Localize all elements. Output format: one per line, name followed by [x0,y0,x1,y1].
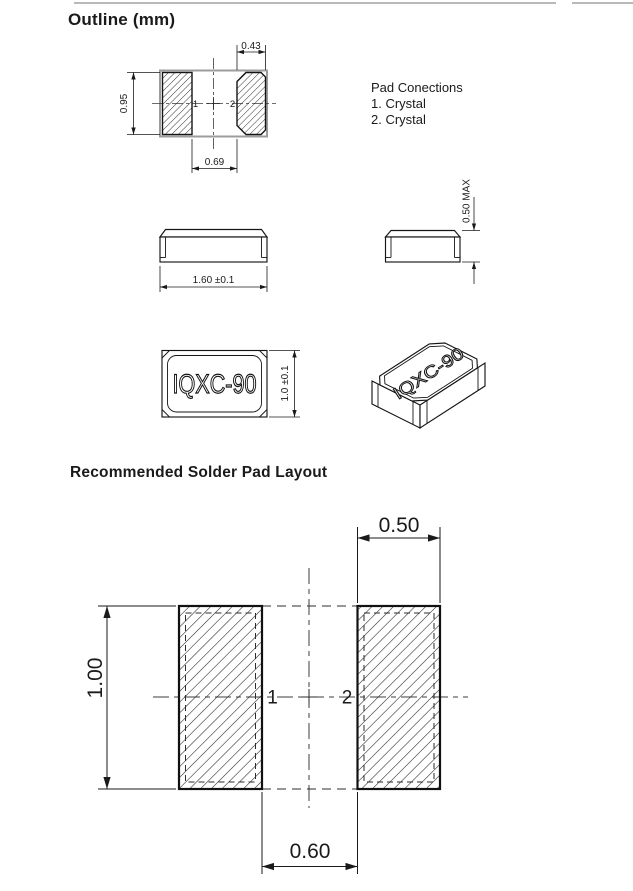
package-side-view [386,179,481,284]
dimension-length [160,266,267,292]
solder-pad-1 [179,606,262,789]
dim-height-max-label: 0.50 MAX [461,179,473,223]
dim-solder-pad-gap-label: 0.60 [289,840,331,863]
package-body [160,237,267,262]
package-lid-side [386,231,461,238]
pad-connection-item-2: 2. Crystal [371,112,426,127]
pad-connections-title: Pad Conections [371,80,463,95]
package-lid [160,230,267,238]
package-bottom-view [119,41,276,173]
package-front-view [160,230,267,293]
part-marking-text: IQXC-90 [172,369,257,399]
iso-part-marking-text: IQXC-90 [390,351,456,404]
package-marking-view [162,351,300,418]
dimension-pad-gap [192,139,237,173]
dim-solder-pad-height-label: 1.00 [84,657,107,699]
dimension-solder-pad-gap [262,792,358,874]
solder-pad2-number: 2 [341,687,353,709]
crystal-pad-2 [237,73,266,135]
crystal-pad-1 [163,73,193,135]
pad-connection-item-1: 1. Crystal [371,96,426,111]
dim-solder-pad-width-label: 0.50 [378,514,420,537]
solder-pad-2 [358,606,441,789]
pad2-number: 2 [229,99,236,110]
pad1-number: 1 [192,99,199,110]
package-isometric-view [372,343,485,428]
dim-pad-height-label: 0.95 [119,93,130,114]
dimension-width [269,351,300,418]
dimension-height-max [462,179,481,284]
dimension-solder-pad-width [358,514,441,603]
dim-pad-gap-label: 0.69 [204,157,225,168]
solder-pad-layout [84,514,468,874]
dim-pad-width-label: 0.43 [241,41,261,52]
solder-pad-section-title: Recommended Solder Pad Layout [70,464,328,481]
package-body-side [386,237,461,262]
dim-length-label: 1.60 ±0.1 [192,275,235,286]
solder-pad1-number: 1 [267,687,278,709]
dimension-pad-width [237,41,266,70]
dim-width-label: 1.0 ±0.1 [280,365,291,402]
outline-section-title: Outline (mm) [68,10,176,29]
